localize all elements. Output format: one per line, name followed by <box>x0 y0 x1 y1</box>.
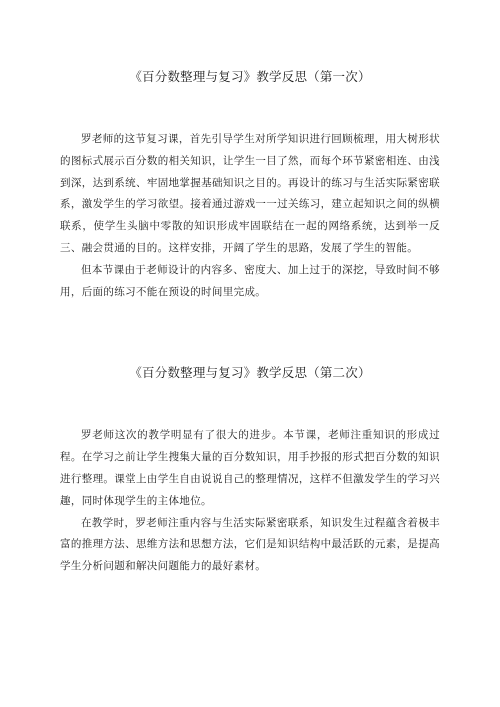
section-title: 《百分数整理与复习》教学反思（第一次） <box>129 69 371 84</box>
paragraph: 罗老师这次的教学明显有了很大的进步。本节课，老师注重知识的形成过程。在学习之前让学生搜集大量的百分数知识，用手抄报的形式把百分数的知识进行整理。课堂上由学生自由说说自己的整理情况，这样不但激发学生的学习兴趣，同时体现学生的主体地位。 <box>60 429 440 507</box>
reflection-section-2 <box>60 303 440 578</box>
paragraph: 罗老师的这节复习课，首先引导学生对所学知识进行回顾梳理，用大树形状的图标式展示百分数的相关知识，让学生一目了然，而每个环节紧密相连、由浅到深，达到系统、牢固地掌握基础知识之目的。再设计的练习与生活实际紧密联系，激发学生的学习欲望。接着通过游戏一一过关练习，建立起知识之间的纵横联系，使学生头脑中零散的知识形成牢固联结在一起的网络系统，达到举一反三、融会贯通的目的。这样安排，开阔了学生的思路，发展了学生的智能。 <box>60 133 440 254</box>
paragraph: 但本节课由于老师设计的内容多、密度大、加上过于的深挖，导致时间不够用，后面的练习不能在预设的时间里完成。 <box>60 263 440 298</box>
reflection-section-1 <box>60 0 440 303</box>
section-title: 《百分数整理与复习》教学反思（第二次） <box>129 365 371 381</box>
paragraph: 在教学时，罗老师注重内容与生活实际紧密联系，知识发生过程蕴含着极丰富的推理方法、思维方法和思想方法，它们是知识结构中最活跃的元素，是提高学生分析问题和解决问题能力的最好素材。 <box>60 516 440 573</box>
